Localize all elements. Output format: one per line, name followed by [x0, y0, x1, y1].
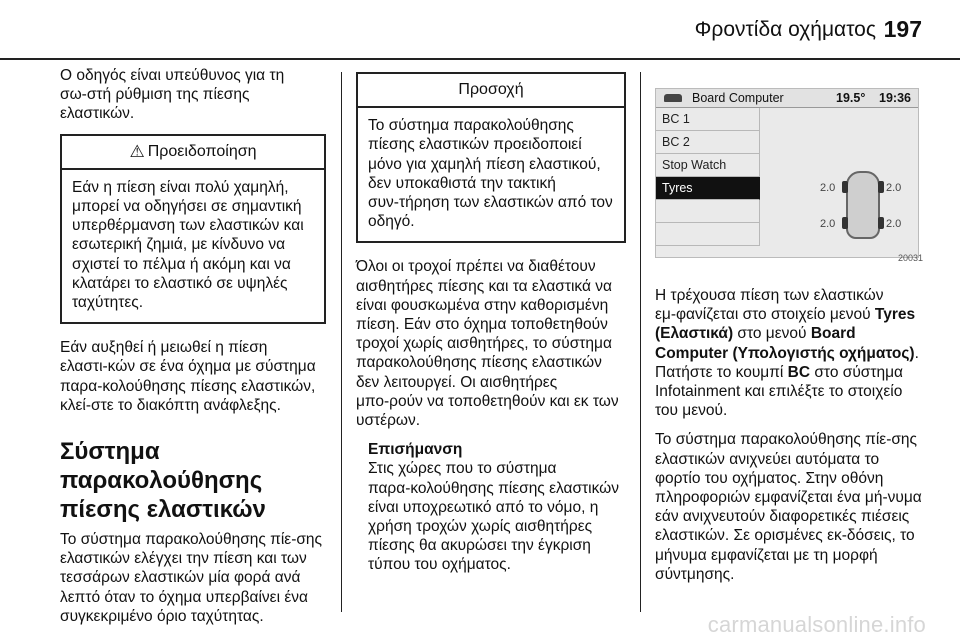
car-icon — [664, 94, 682, 102]
pressure-front-right: 2.0 — [886, 182, 902, 194]
header-title: Φροντίδα οχήματος — [694, 18, 876, 41]
display-title: Board Computer — [692, 91, 784, 105]
display-temperature: 19.5° — [836, 91, 866, 105]
pressure-front-left: 2.0 — [820, 182, 836, 194]
watermark: carmanualsonline.info — [707, 612, 926, 637]
warning-triangle-icon: ⚠ — [129, 141, 145, 161]
display-status-bar — [656, 89, 918, 108]
note-title: Επισήμανση — [368, 441, 463, 459]
pressure-rear-right: 2.0 — [886, 218, 902, 230]
wheel-icon — [878, 217, 884, 229]
column-right — [655, 66, 923, 594]
board-computer-ref: Board Computer (Υπολογιστής οχήματος) — [655, 325, 915, 362]
system-description-paragraph: Το σύστημα παρακολούθησης πίε‑σης ελαστικών ελέγχει την πίεση και των τεσσάρων ελαστικών μία φορά ανά λεπτό όταν το όχημα υπερβαίνει ένα συγκεκριμένο όριο ταχύτητας. — [60, 531, 323, 625]
menu-item-empty — [656, 223, 760, 246]
p1-text-4: στο σύστημα Infotainment και επιλέξτε το στοιχείο του μενού. — [655, 363, 904, 420]
load-detection-paragraph: Το σύστημα παρακολούθησης πίε‑σης ελαστικών ανιχνεύει αυτόματα το φορτίο του οχήματος. Στην οθόνη πληροφοριών εμφανίζεται ένα μή‑νυμα εάν ανιχνευτούν διαφορετικές πιέσεις ελαστικών. Σε ορισμένες εκ‑δόσεις, το μήνυμα εμφανίζεται με τη μορφή σύντμησης. — [655, 431, 922, 583]
menu-item-tyres-ref: Tyres (Ελαστικά) — [655, 306, 916, 343]
car-top-view-icon — [846, 171, 880, 239]
warning-body: Εάν η πίεση είναι πολύ χαμηλή, μπορεί να οδηγήσει σε σημαντική υπερθέρμανση των ελαστικών και εσωτερική ζημιά, με κίνδυνο να σχιστεί το πέλμα ή ακόμη και να κλατάρει το ελαστικό σε υψηλές ταχύτητες. — [72, 178, 304, 312]
warning-header — [62, 136, 324, 170]
intro-paragraph: Ο οδηγός είναι υπεύθυνος για τη σω‑στή ρύθμιση της πίεσης ελαστικών. — [60, 67, 285, 123]
tyre-pressure-display-paragraph — [655, 286, 923, 420]
display-screen — [655, 88, 919, 258]
note-body: Στις χώρες που το σύστημα παρα‑κολούθησης πίεσης ελαστικών είναι υποχρεωτικό από το νόμο, η χρήση τροχών χωρίς αισθητήρες πίεσης θα ακυρώσει την έγκριση τύπου του οχήματος. — [368, 460, 620, 574]
display-menu — [656, 108, 760, 246]
p1-text-2: στο μενού — [733, 325, 811, 343]
board-computer-figure — [655, 88, 923, 268]
caution-body: Το σύστημα παρακολούθησης πίεσης ελαστικών προειδοποιεί μόνο για χαμηλή πίεση ελαστικού, δεν υποκαθιστά την τακτική συν‑τήρηση των ελαστικών από τον οδηγό. — [368, 117, 613, 231]
wheel-icon — [842, 217, 848, 229]
column-middle — [356, 66, 626, 575]
warning-box — [60, 134, 326, 325]
p1-text-1: Η τρέχουσα πίεση των ελαστικών εμ‑φανίζεται στο στοιχείο μενού — [655, 287, 884, 324]
menu-item-tyres: Tyres — [656, 177, 760, 200]
section-title: Σύστημα παρακολούθησης πίεσης ελαστικών — [60, 438, 266, 524]
column-divider-right — [640, 72, 641, 612]
menu-item-bc2: BC 2 — [656, 131, 760, 154]
caution-box — [356, 72, 626, 243]
caution-title: Προσοχή — [358, 74, 624, 108]
menu-item-empty — [656, 200, 760, 223]
page-header — [0, 0, 960, 60]
page-number: 197 — [883, 16, 922, 42]
sensors-paragraph: Όλοι οι τροχοί πρέπει να διαθέτουν αισθητήρες πίεσης και τα ελαστικά να είναι φουσκωμένα στην καθορισμένη πίεση. Εάν στο όχημα τοποθετηθούν τροχοί χωρίς αισθητήρες, το σύστημα παρακολούθησης πίεσης ελαστικών δεν λειτουργεί. Οι αισθητήρες μπο‑ρούν να τοποθετηθούν και εκ των υστέρων. — [356, 258, 619, 430]
pressure-rear-left: 2.0 — [820, 218, 836, 230]
column-left — [60, 66, 326, 636]
menu-item-stop-watch: Stop Watch — [656, 154, 760, 177]
wheel-icon — [842, 181, 848, 193]
display-time: 19:36 — [879, 91, 911, 105]
menu-item-bc1: BC 1 — [656, 108, 760, 131]
bc-button-ref: BC — [787, 363, 811, 381]
column-divider-left — [341, 72, 342, 612]
note-block — [368, 440, 626, 574]
pressure-change-paragraph: Εάν αυξηθεί ή μειωθεί η πίεση ελαστι‑κών σε ένα όχημα με σύστημα παρα‑κολούθησης πίεσης ελαστικών, κλεί‑στε το διακόπτη ανάφλεξης. — [60, 339, 316, 414]
wheel-icon — [878, 181, 884, 193]
warning-title: Προειδοποίηση — [147, 142, 257, 160]
p1-text-3: . Πατήστε το κουμπί — [655, 344, 919, 381]
figure-number: 20031 — [897, 252, 923, 263]
